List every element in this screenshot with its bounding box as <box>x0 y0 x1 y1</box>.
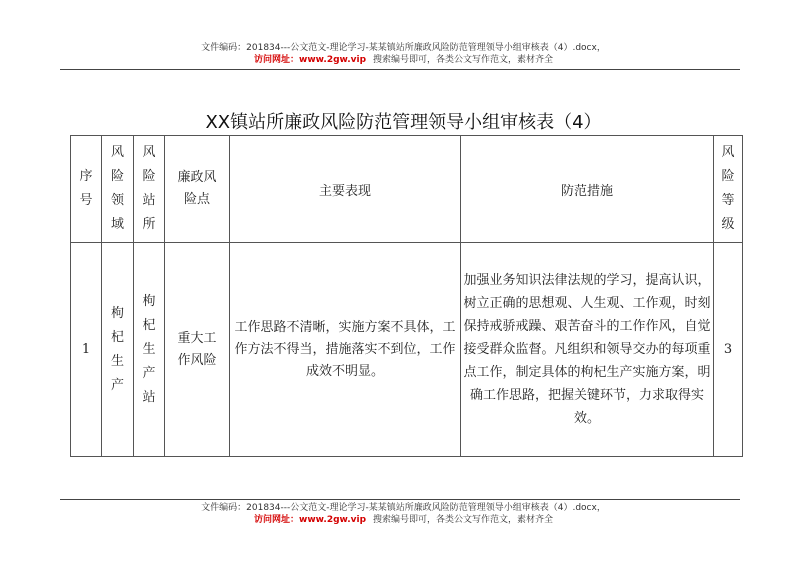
cell-measures: 加强业务知识法律法规的学习，提高认识，树立正确的思想观、人生观、工作观，时刻保持戒骄戒躁、艰苦奋斗的工作作风，自觉接受群众监督。凡组织和领导交办的每项重点工作，制定具体的枸杞生产实施方案，明确工作思路，把握关键环节，力求取得实效。 <box>461 243 714 457</box>
col-header-level: 风险等级 <box>714 136 743 243</box>
header-divider <box>60 69 740 70</box>
page-footer <box>0 502 807 526</box>
footer-visit-note: 搜索编号即可，各类公文写作范文，素材齐全 <box>372 515 553 525</box>
header-visit-link[interactable]: 访问网址：www.2gw.vip <box>254 55 367 65</box>
header-file-code: 文件编码：201834---公文范文-理论学习-某某镇站所廉政风险防范管理领导小组审核表（4）.docx， <box>201 43 606 53</box>
cell-no: 1 <box>71 243 102 457</box>
cell-domain: 枸杞生产 <box>102 243 134 457</box>
page-title: XX镇站所廉政风险防范管理领导小组审核表（4） <box>205 112 602 133</box>
header-visit-note: 搜索编号即可，各类公文写作范文，素材齐全 <box>372 55 553 65</box>
col-header-point: 廉政风险点 <box>165 136 230 243</box>
table-row <box>71 243 743 457</box>
footer-visit-link[interactable]: 访问网址：www.2gw.vip <box>254 515 367 525</box>
col-header-domain: 风险领域 <box>102 136 134 243</box>
col-header-no: 序号 <box>71 136 102 243</box>
review-table <box>70 135 743 457</box>
footer-visit-line <box>0 514 807 526</box>
table-header-row <box>71 136 743 243</box>
col-header-station: 风险站所 <box>134 136 165 243</box>
cell-performance: 工作思路不清晰，实施方案不具体，工作方法不得当，措施落实不到位，工作成效不明显。 <box>230 243 461 457</box>
header-visit-line <box>0 54 807 66</box>
footer-divider <box>60 499 740 500</box>
col-header-performance: 主要表现 <box>230 136 461 243</box>
page-header <box>0 42 807 66</box>
cell-level: 3 <box>714 243 743 457</box>
cell-point: 重大工作风险 <box>165 243 230 457</box>
col-header-measures: 防范措施 <box>461 136 714 243</box>
footer-file-code: 文件编码：201834---公文范文-理论学习-某某镇站所廉政风险防范管理领导小组审核表（4）.docx， <box>201 503 606 513</box>
cell-station: 枸杞生产站 <box>134 243 165 457</box>
